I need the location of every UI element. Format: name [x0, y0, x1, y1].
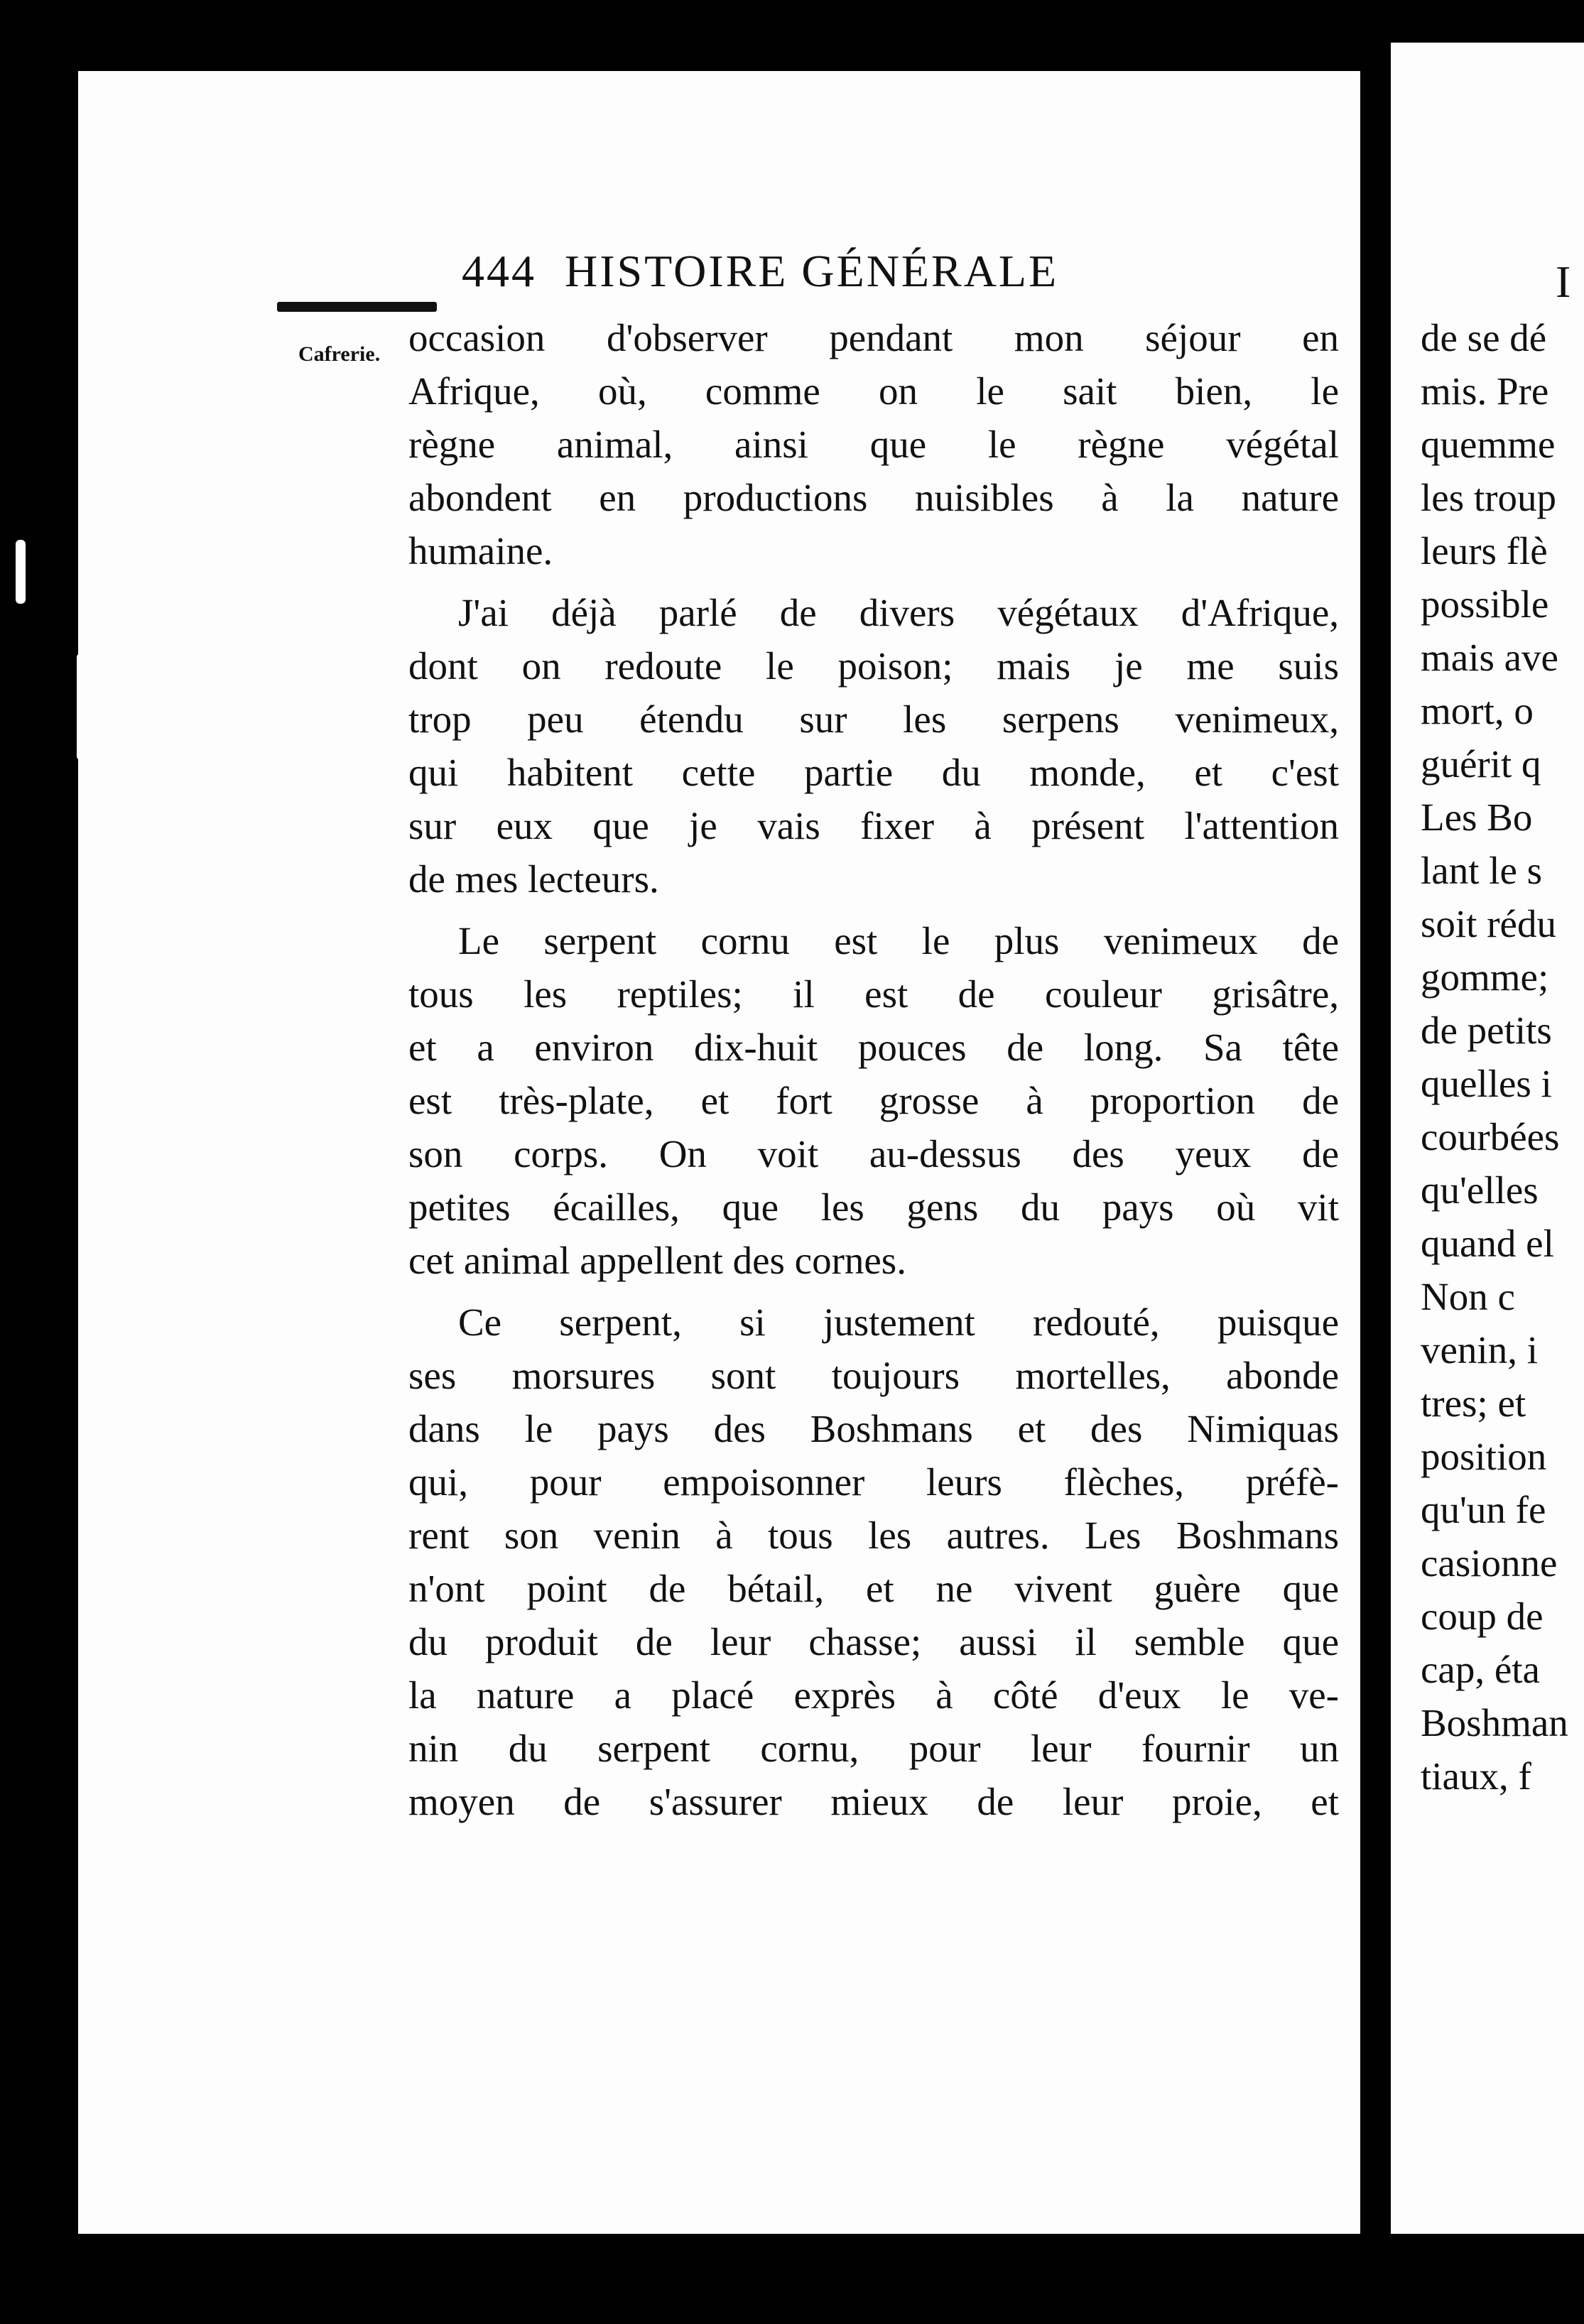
text-line: la nature a placé exprès à côté d'eux le ve- [408, 1673, 1339, 1717]
page-number: 444 [462, 246, 536, 296]
text-line: humaine. [408, 529, 553, 572]
text-line: tous les reptiles; il est de couleur grisâtre, [408, 972, 1339, 1016]
text-line: dont on redoute le poison; mais je me suis [408, 644, 1339, 688]
text-line: quelles i [1421, 1062, 1552, 1105]
text-line: son corps. On voit au-dessus des yeux de [408, 1132, 1339, 1175]
text-line: tres; et [1421, 1381, 1526, 1425]
text-line: Afrique, où, comme on le sait bien, le [408, 369, 1339, 413]
text-line: guérit q [1421, 742, 1541, 786]
body-text [408, 311, 1339, 1828]
text-line: possible [1421, 582, 1549, 626]
text-line: Le serpent cornu est le plus venimeux de [458, 919, 1339, 962]
text-line: de se dé [1421, 316, 1547, 359]
text-line: courbées [1421, 1115, 1560, 1158]
text-line: de mes lecteurs. [408, 857, 659, 901]
text-line: gomme; [1421, 955, 1549, 999]
text-line: nin du serpent cornu, pour leur fournir un [408, 1727, 1339, 1770]
running-header [462, 245, 1243, 305]
text-line: lant le s [1421, 849, 1543, 892]
text-line: petites écailles, que les gens du pays où vit [408, 1185, 1339, 1229]
text-line: qu'un fe [1421, 1488, 1546, 1531]
text-line: tiaux, f [1421, 1754, 1531, 1798]
right-page-text [1421, 311, 1584, 1803]
right-page-header: I [1556, 256, 1571, 307]
text-line: les troup [1421, 476, 1556, 519]
running-title: HISTOIRE GÉNÉRALE [565, 246, 1059, 296]
text-line: mort, o [1421, 689, 1534, 732]
text-line: occasion d'observer pendant mon séjour en [408, 316, 1339, 359]
text-line: Boshman [1421, 1701, 1568, 1744]
text-line: abondent en productions nuisibles à la nature [408, 476, 1339, 519]
text-line: qui habitent cette partie du monde, et c'est [408, 751, 1339, 794]
text-line: du produit de leur chasse; aussi il semble que [408, 1620, 1339, 1663]
text-line: soit rédu [1421, 902, 1556, 945]
text-line: de petits [1421, 1009, 1552, 1052]
text-line: et a environ dix-huit pouces de long. Sa tête [408, 1026, 1339, 1069]
scan-speck [16, 540, 26, 604]
text-line: est très-plate, et fort grosse à proportion de [408, 1079, 1339, 1122]
scan-speck [77, 653, 84, 760]
text-line: J'ai déjà parlé de divers végétaux d'Afrique, [458, 591, 1339, 634]
text-line: coup de [1421, 1595, 1544, 1638]
margin-rule [277, 302, 437, 312]
text-line: Les Bo [1421, 796, 1533, 839]
margin-note: Cafrerie. [298, 342, 381, 366]
text-line: position [1421, 1435, 1547, 1478]
text-line: trop peu étendu sur les serpens venimeux, [408, 697, 1339, 741]
text-line: Non c [1421, 1275, 1515, 1318]
text-line: qu'elles [1421, 1168, 1539, 1212]
text-line: venin, i [1421, 1328, 1538, 1372]
text-line: quand el [1421, 1222, 1554, 1265]
text-line: casionne [1421, 1541, 1558, 1585]
text-line: sur eux que je vais fixer à présent l'attention [408, 804, 1339, 847]
text-line: leurs flè [1421, 529, 1548, 572]
text-line: rent son venin à tous les autres. Les Boshmans [408, 1514, 1339, 1557]
text-line: Ce serpent, si justement redouté, puisque [458, 1301, 1339, 1344]
text-line: n'ont point de bétail, et ne vivent guère que [408, 1567, 1339, 1610]
text-line: dans le pays des Boshmans et des Nimiquas [408, 1407, 1339, 1450]
text-line: qui, pour empoisonner leurs flèches, préfè- [408, 1460, 1339, 1504]
text-line: mis. Pre [1421, 369, 1549, 413]
text-line: mais ave [1421, 636, 1558, 679]
text-line: cap, éta [1421, 1648, 1540, 1691]
text-line: moyen de s'assurer mieux de leur proie, et [408, 1780, 1339, 1823]
text-line: règne animal, ainsi que le règne végétal [408, 423, 1339, 466]
text-line: cet animal appellent des cornes. [408, 1239, 906, 1282]
text-line: ses morsures sont toujours mortelles, abonde [408, 1354, 1339, 1397]
text-line: quemme [1421, 423, 1556, 466]
